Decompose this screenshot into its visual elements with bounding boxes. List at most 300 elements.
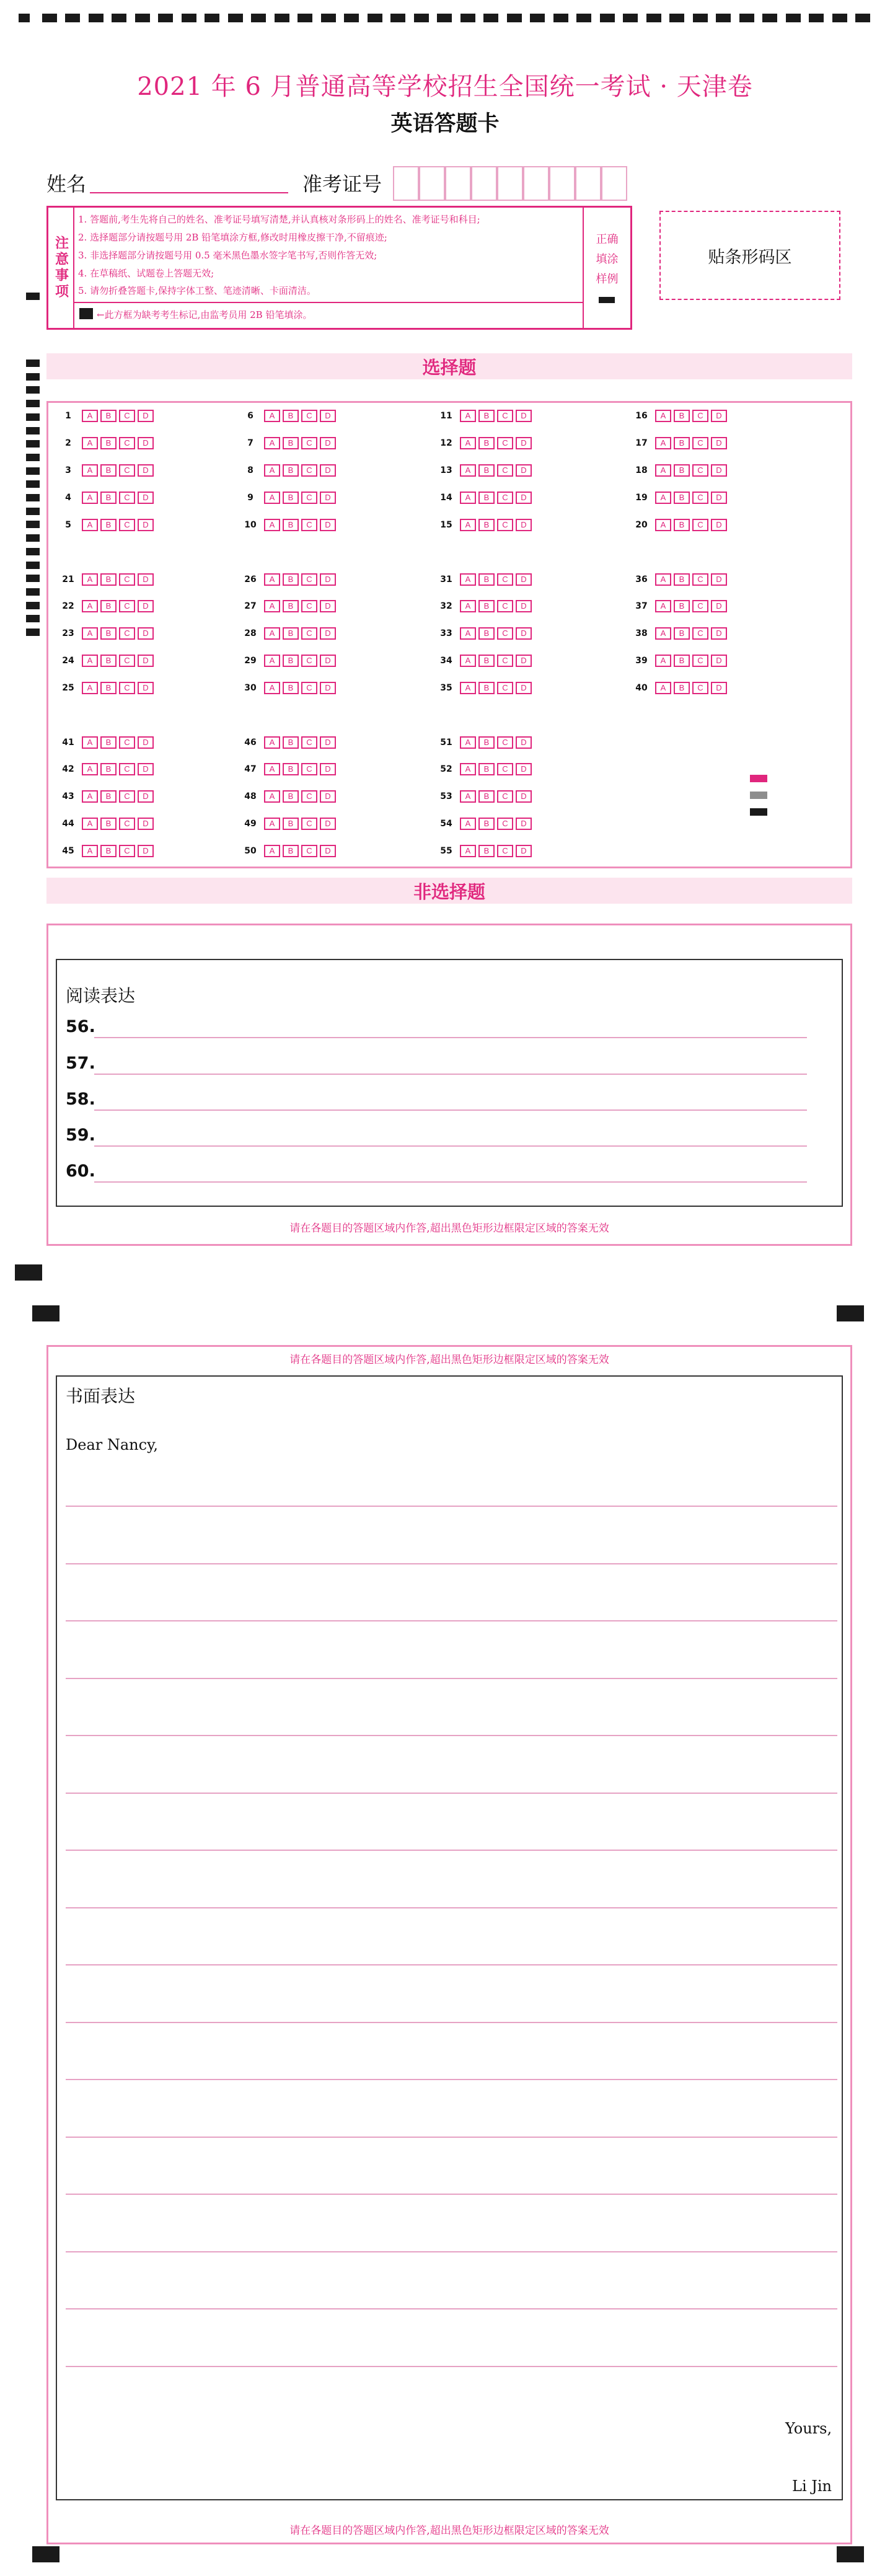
option-bubble[interactable]: D xyxy=(516,682,532,694)
option-bubble[interactable]: A xyxy=(82,519,98,531)
option-bubble[interactable]: D xyxy=(516,655,532,667)
option-bubble[interactable]: B xyxy=(100,845,117,857)
question-number: 52 xyxy=(440,764,452,774)
option-bubble[interactable]: C xyxy=(692,492,708,504)
option-bubble[interactable]: A xyxy=(264,573,280,586)
option-bubble[interactable]: B xyxy=(283,519,299,531)
option-bubble[interactable]: C xyxy=(119,818,135,830)
option-bubble[interactable]: A xyxy=(264,763,280,775)
exam-id-cell[interactable] xyxy=(419,166,445,201)
option-bubble[interactable]: D xyxy=(320,573,336,586)
option-bubble[interactable]: A xyxy=(460,600,476,612)
option-bubble[interactable]: C xyxy=(692,655,708,667)
writing-line[interactable] xyxy=(66,1678,837,1679)
option-bubble[interactable]: C xyxy=(497,818,513,830)
reading-number: 60. xyxy=(66,1162,95,1181)
question-row xyxy=(628,518,729,532)
writing-line[interactable] xyxy=(66,1506,837,1507)
option-bubble[interactable]: D xyxy=(138,736,154,749)
option-bubble[interactable]: B xyxy=(100,627,117,640)
option-bubble[interactable]: C xyxy=(301,410,317,422)
option-bubble[interactable]: D xyxy=(138,573,154,586)
option-bubble[interactable]: B xyxy=(100,519,117,531)
option-bubble[interactable]: C xyxy=(119,655,135,667)
timing-mark xyxy=(135,14,150,22)
writing-line[interactable] xyxy=(66,2079,837,2080)
option-bubble[interactable]: A xyxy=(82,627,98,640)
question-row xyxy=(237,681,338,695)
option-bubble[interactable]: C xyxy=(119,790,135,803)
option-bubble[interactable]: D xyxy=(516,573,532,586)
option-bubble[interactable]: A xyxy=(460,627,476,640)
option-bubble[interactable]: B xyxy=(478,437,495,449)
option-bubble[interactable]: A xyxy=(655,655,671,667)
exam-id-cell[interactable] xyxy=(549,166,575,201)
option-bubble[interactable]: B xyxy=(283,600,299,612)
option-bubble[interactable]: B xyxy=(283,818,299,830)
option-bubble[interactable]: B xyxy=(478,573,495,586)
option-bubble[interactable]: B xyxy=(100,790,117,803)
option-bubble[interactable]: B xyxy=(283,573,299,586)
option-bubble[interactable]: D xyxy=(711,519,727,531)
writing-line[interactable] xyxy=(66,1563,837,1564)
option-bubble[interactable]: C xyxy=(497,627,513,640)
option-bubble[interactable]: D xyxy=(711,492,727,504)
option-bubble[interactable]: D xyxy=(138,627,154,640)
option-bubble[interactable]: D xyxy=(516,845,532,857)
option-bubble[interactable]: A xyxy=(655,492,671,504)
option-bubble[interactable]: C xyxy=(119,573,135,586)
timing-mark xyxy=(762,14,777,22)
question-row xyxy=(433,436,534,450)
option-bubble[interactable]: B xyxy=(100,655,117,667)
option-bubble[interactable]: C xyxy=(119,519,135,531)
writing-box xyxy=(56,1375,843,2500)
option-bubble[interactable]: B xyxy=(478,410,495,422)
timing-mark xyxy=(786,14,801,22)
option-bubble[interactable]: C xyxy=(119,736,135,749)
option-bubble[interactable]: A xyxy=(264,464,280,477)
question-row xyxy=(433,681,534,695)
option-bubble[interactable]: D xyxy=(138,410,154,422)
option-bubble[interactable]: D xyxy=(516,437,532,449)
option-bubble[interactable]: B xyxy=(283,682,299,694)
writing-line[interactable] xyxy=(66,1964,837,1965)
option-bubble[interactable]: A xyxy=(460,845,476,857)
option-bubble[interactable]: C xyxy=(119,410,135,422)
option-bubble[interactable]: D xyxy=(320,519,336,531)
option-bubble[interactable]: D xyxy=(320,818,336,830)
option-bubble[interactable]: B xyxy=(478,600,495,612)
option-bubble[interactable]: A xyxy=(460,437,476,449)
option-bubble[interactable]: B xyxy=(100,763,117,775)
option-bubble[interactable]: D xyxy=(320,600,336,612)
sample-label: 填涂 xyxy=(596,253,619,266)
option-bubble[interactable]: C xyxy=(692,410,708,422)
option-bubble[interactable]: A xyxy=(655,573,671,586)
writing-line[interactable] xyxy=(66,2194,837,2195)
option-bubble[interactable]: B xyxy=(674,682,690,694)
option-bubble[interactable]: B xyxy=(283,845,299,857)
divider xyxy=(74,302,583,303)
option-bubble[interactable]: C xyxy=(119,600,135,612)
option-bubble[interactable]: A xyxy=(460,410,476,422)
option-bubble[interactable]: B xyxy=(478,655,495,667)
answer-line[interactable] xyxy=(94,1145,807,1147)
option-bubble[interactable]: D xyxy=(320,464,336,477)
option-bubble[interactable]: A xyxy=(460,492,476,504)
option-bubble[interactable]: C xyxy=(497,763,513,775)
option-bubble[interactable]: A xyxy=(82,682,98,694)
option-bubble[interactable]: A xyxy=(460,655,476,667)
exam-id-cell[interactable] xyxy=(575,166,601,201)
option-bubble[interactable]: D xyxy=(711,682,727,694)
option-bubble[interactable]: D xyxy=(711,600,727,612)
option-bubble[interactable]: A xyxy=(82,410,98,422)
option-bubble[interactable]: A xyxy=(460,818,476,830)
option-bubble[interactable]: C xyxy=(497,519,513,531)
option-bubble[interactable]: C xyxy=(301,492,317,504)
option-bubble[interactable]: A xyxy=(82,600,98,612)
option-bubble[interactable]: A xyxy=(655,437,671,449)
option-bubble[interactable]: C xyxy=(497,655,513,667)
option-bubble[interactable]: C xyxy=(119,492,135,504)
writing-line[interactable] xyxy=(66,2022,837,2023)
reading-number: 58. xyxy=(66,1090,95,1109)
question-number: 17 xyxy=(635,438,648,448)
question-row xyxy=(237,844,338,858)
option-bubble[interactable]: C xyxy=(497,845,513,857)
option-bubble[interactable]: D xyxy=(138,763,154,775)
option-bubble[interactable]: B xyxy=(283,627,299,640)
side-mark xyxy=(26,454,40,461)
option-bubble[interactable]: C xyxy=(692,682,708,694)
option-bubble[interactable]: C xyxy=(497,437,513,449)
option-bubble[interactable]: D xyxy=(516,492,532,504)
option-bubble[interactable]: B xyxy=(674,410,690,422)
option-bubble[interactable]: D xyxy=(320,790,336,803)
option-bubble[interactable]: D xyxy=(138,600,154,612)
exam-id-cell[interactable] xyxy=(445,166,471,201)
option-bubble[interactable]: D xyxy=(320,410,336,422)
option-bubble[interactable]: C xyxy=(301,655,317,667)
option-bubble[interactable]: B xyxy=(674,464,690,477)
side-mark xyxy=(26,494,40,501)
option-bubble[interactable]: B xyxy=(100,410,117,422)
option-bubble[interactable]: C xyxy=(119,464,135,477)
writing-line[interactable] xyxy=(66,2308,837,2309)
option-bubble[interactable]: B xyxy=(478,492,495,504)
option-bubble[interactable]: D xyxy=(516,600,532,612)
option-bubble[interactable]: A xyxy=(82,736,98,749)
option-bubble[interactable]: D xyxy=(320,627,336,640)
option-bubble[interactable]: A xyxy=(264,410,280,422)
option-bubble[interactable]: A xyxy=(264,682,280,694)
option-bubble[interactable]: C xyxy=(692,519,708,531)
option-bubble[interactable]: D xyxy=(516,627,532,640)
option-bubble[interactable]: D xyxy=(320,845,336,857)
option-bubble[interactable]: A xyxy=(264,845,280,857)
option-bubble[interactable]: B xyxy=(478,682,495,694)
option-bubble[interactable]: D xyxy=(138,845,154,857)
option-bubble[interactable]: B xyxy=(100,437,117,449)
option-bubble[interactable]: D xyxy=(711,655,727,667)
option-bubble[interactable]: A xyxy=(82,845,98,857)
option-bubble[interactable]: C xyxy=(497,573,513,586)
option-bubble[interactable]: A xyxy=(460,464,476,477)
timing-mark xyxy=(275,14,289,22)
option-bubble[interactable]: B xyxy=(478,464,495,477)
option-bubble[interactable]: B xyxy=(478,790,495,803)
option-bubble[interactable]: A xyxy=(82,437,98,449)
option-bubble[interactable]: B xyxy=(283,410,299,422)
option-bubble[interactable]: B xyxy=(100,464,117,477)
option-bubble[interactable]: C xyxy=(119,763,135,775)
option-bubble[interactable]: A xyxy=(655,464,671,477)
option-bubble[interactable]: D xyxy=(138,818,154,830)
timing-mark xyxy=(669,14,684,22)
notice-item: 4. 在草稿纸、试题卷上答题无效; xyxy=(78,268,214,279)
option-bubble[interactable]: C xyxy=(301,763,317,775)
option-bubble[interactable]: B xyxy=(674,600,690,612)
option-bubble[interactable]: A xyxy=(655,627,671,640)
side-mark xyxy=(26,293,40,300)
writing-line[interactable] xyxy=(66,2366,837,2367)
option-bubble[interactable]: D xyxy=(711,464,727,477)
option-bubble[interactable]: C xyxy=(497,600,513,612)
answer-area-note: 请在各题目的答题区域内作答,超出黑色矩形边框限定区域的答案无效 xyxy=(289,1222,609,1235)
option-bubble[interactable]: A xyxy=(264,519,280,531)
option-bubble[interactable]: D xyxy=(711,573,727,586)
option-bubble[interactable]: A xyxy=(655,600,671,612)
option-bubble[interactable]: C xyxy=(301,736,317,749)
option-bubble[interactable]: C xyxy=(692,600,708,612)
option-bubble[interactable]: C xyxy=(497,410,513,422)
option-bubble[interactable]: B xyxy=(478,736,495,749)
option-bubble[interactable]: A xyxy=(82,790,98,803)
option-bubble[interactable]: D xyxy=(711,627,727,640)
option-bubble[interactable]: B xyxy=(100,818,117,830)
answer-line[interactable] xyxy=(94,1074,807,1075)
option-bubble[interactable]: D xyxy=(320,763,336,775)
option-bubble[interactable]: A xyxy=(264,790,280,803)
option-bubble[interactable]: D xyxy=(320,437,336,449)
corner-mark xyxy=(15,1264,42,1281)
option-bubble[interactable]: B xyxy=(283,736,299,749)
option-bubble[interactable]: B xyxy=(478,818,495,830)
question-row xyxy=(237,736,338,749)
question-number: 36 xyxy=(635,575,648,584)
option-bubble[interactable]: B xyxy=(100,736,117,749)
option-bubble[interactable]: C xyxy=(301,627,317,640)
writing-line[interactable] xyxy=(66,1907,837,1908)
option-bubble[interactable]: B xyxy=(478,627,495,640)
top-timing-marks xyxy=(19,14,874,24)
option-bubble[interactable]: C xyxy=(497,492,513,504)
option-bubble[interactable]: C xyxy=(301,464,317,477)
option-bubble[interactable]: A xyxy=(264,492,280,504)
option-bubble[interactable]: D xyxy=(320,736,336,749)
option-bubble[interactable]: B xyxy=(100,492,117,504)
option-bubble[interactable]: A xyxy=(460,790,476,803)
exam-id-cell[interactable] xyxy=(601,166,627,201)
option-bubble[interactable]: B xyxy=(478,763,495,775)
option-bubble[interactable]: A xyxy=(460,763,476,775)
question-row xyxy=(55,817,156,831)
side-mark xyxy=(26,467,40,475)
question-number: 12 xyxy=(440,438,452,448)
option-bubble[interactable]: C xyxy=(301,818,317,830)
option-bubble[interactable]: D xyxy=(516,818,532,830)
option-bubble[interactable]: D xyxy=(711,410,727,422)
option-bubble[interactable]: D xyxy=(138,519,154,531)
option-bubble[interactable]: C xyxy=(497,790,513,803)
option-bubble[interactable]: C xyxy=(119,627,135,640)
question-number: 33 xyxy=(440,629,452,638)
option-bubble[interactable]: A xyxy=(655,410,671,422)
question-number: 7 xyxy=(247,438,253,448)
option-bubble[interactable]: C xyxy=(692,437,708,449)
absent-mark-box[interactable] xyxy=(79,308,93,319)
option-bubble[interactable]: C xyxy=(301,600,317,612)
option-bubble[interactable]: A xyxy=(264,600,280,612)
option-bubble[interactable]: A xyxy=(460,573,476,586)
writing-line[interactable] xyxy=(66,2137,837,2138)
notice-item: 5. 请勿折叠答题卡,保持字体工整、笔迹清晰、卡面清洁。 xyxy=(78,285,316,296)
question-number: 10 xyxy=(244,520,257,530)
option-bubble[interactable]: B xyxy=(674,492,690,504)
option-bubble[interactable]: B xyxy=(283,492,299,504)
option-bubble[interactable]: B xyxy=(674,519,690,531)
option-bubble[interactable]: B xyxy=(100,573,117,586)
option-bubble[interactable]: D xyxy=(516,410,532,422)
option-bubble[interactable]: A xyxy=(82,492,98,504)
option-bubble[interactable]: D xyxy=(138,492,154,504)
option-bubble[interactable]: A xyxy=(460,519,476,531)
option-bubble[interactable]: C xyxy=(301,790,317,803)
option-bubble[interactable]: D xyxy=(516,736,532,749)
option-bubble[interactable]: B xyxy=(674,437,690,449)
option-bubble[interactable]: D xyxy=(138,682,154,694)
option-bubble[interactable]: B xyxy=(100,600,117,612)
option-bubble[interactable]: B xyxy=(674,655,690,667)
writing-line[interactable] xyxy=(66,1620,837,1621)
option-bubble[interactable]: A xyxy=(264,818,280,830)
option-bubble[interactable]: A xyxy=(264,655,280,667)
question-row xyxy=(433,844,534,858)
option-bubble[interactable]: D xyxy=(711,437,727,449)
question-row xyxy=(237,817,338,831)
option-bubble[interactable]: C xyxy=(692,464,708,477)
option-bubble[interactable]: B xyxy=(674,573,690,586)
exam-id-cell[interactable] xyxy=(497,166,523,201)
option-bubble[interactable]: D xyxy=(320,492,336,504)
option-bubble[interactable]: B xyxy=(478,519,495,531)
writing-line[interactable] xyxy=(66,1850,837,1851)
name-field[interactable] xyxy=(90,192,288,193)
option-bubble[interactable]: C xyxy=(497,464,513,477)
answer-area-note: 请在各题目的答题区域内作答,超出黑色矩形边框限定区域的答案无效 xyxy=(289,1354,609,1366)
option-bubble[interactable]: A xyxy=(460,736,476,749)
option-bubble[interactable]: A xyxy=(655,519,671,531)
exam-id-cell[interactable] xyxy=(471,166,497,201)
option-bubble[interactable]: A xyxy=(655,682,671,694)
question-row xyxy=(433,790,534,803)
question-number: 34 xyxy=(440,656,452,666)
question-row xyxy=(433,817,534,831)
option-bubble[interactable]: A xyxy=(460,682,476,694)
option-bubble[interactable]: A xyxy=(82,573,98,586)
option-bubble[interactable]: D xyxy=(516,464,532,477)
option-bubble[interactable]: B xyxy=(100,682,117,694)
option-bubble[interactable]: B xyxy=(283,790,299,803)
option-bubble[interactable]: A xyxy=(264,627,280,640)
answer-line[interactable] xyxy=(94,1037,807,1038)
question-row xyxy=(433,491,534,505)
side-mark xyxy=(26,575,40,582)
option-bubble[interactable]: C xyxy=(301,437,317,449)
option-bubble[interactable]: C xyxy=(301,845,317,857)
option-bubble[interactable]: B xyxy=(478,845,495,857)
answer-line[interactable] xyxy=(94,1181,807,1183)
option-bubble[interactable]: D xyxy=(516,790,532,803)
option-bubble[interactable]: D xyxy=(516,763,532,775)
option-bubble[interactable]: A xyxy=(82,464,98,477)
writing-line[interactable] xyxy=(66,1793,837,1794)
option-bubble[interactable]: A xyxy=(82,655,98,667)
side-mark xyxy=(26,359,40,367)
side-mark xyxy=(26,615,40,622)
answer-line[interactable] xyxy=(94,1109,807,1111)
question-number: 13 xyxy=(440,465,452,475)
option-bubble[interactable]: B xyxy=(283,763,299,775)
option-bubble[interactable]: B xyxy=(283,437,299,449)
option-bubble[interactable]: C xyxy=(301,519,317,531)
option-bubble[interactable]: D xyxy=(138,790,154,803)
option-bubble[interactable]: B xyxy=(283,655,299,667)
option-bubble[interactable]: D xyxy=(320,655,336,667)
question-row xyxy=(433,736,534,749)
option-bubble[interactable]: D xyxy=(138,655,154,667)
writing-line[interactable] xyxy=(66,2251,837,2252)
exam-id-cell[interactable] xyxy=(393,166,419,201)
exam-id-cell[interactable] xyxy=(523,166,549,201)
option-bubble[interactable]: C xyxy=(119,845,135,857)
option-bubble[interactable]: C xyxy=(301,682,317,694)
option-bubble[interactable]: A xyxy=(264,736,280,749)
option-bubble[interactable]: C xyxy=(497,682,513,694)
option-bubble[interactable]: A xyxy=(264,437,280,449)
option-bubble[interactable]: C xyxy=(119,437,135,449)
option-bubble[interactable]: C xyxy=(692,627,708,640)
option-bubble[interactable]: A xyxy=(82,763,98,775)
question-number: 2 xyxy=(65,438,71,448)
option-bubble[interactable]: C xyxy=(301,573,317,586)
option-bubble[interactable]: D xyxy=(516,519,532,531)
option-bubble[interactable]: D xyxy=(138,464,154,477)
option-bubble[interactable]: D xyxy=(138,437,154,449)
option-bubble[interactable]: A xyxy=(82,818,98,830)
option-bubble[interactable]: B xyxy=(283,464,299,477)
option-bubble[interactable]: C xyxy=(497,736,513,749)
timing-mark xyxy=(228,14,243,22)
option-bubble[interactable]: C xyxy=(119,682,135,694)
option-bubble[interactable]: B xyxy=(674,627,690,640)
writing-line[interactable] xyxy=(66,1735,837,1736)
option-bubble[interactable]: D xyxy=(320,682,336,694)
option-bubble[interactable]: C xyxy=(692,573,708,586)
question-number: 16 xyxy=(635,411,648,421)
